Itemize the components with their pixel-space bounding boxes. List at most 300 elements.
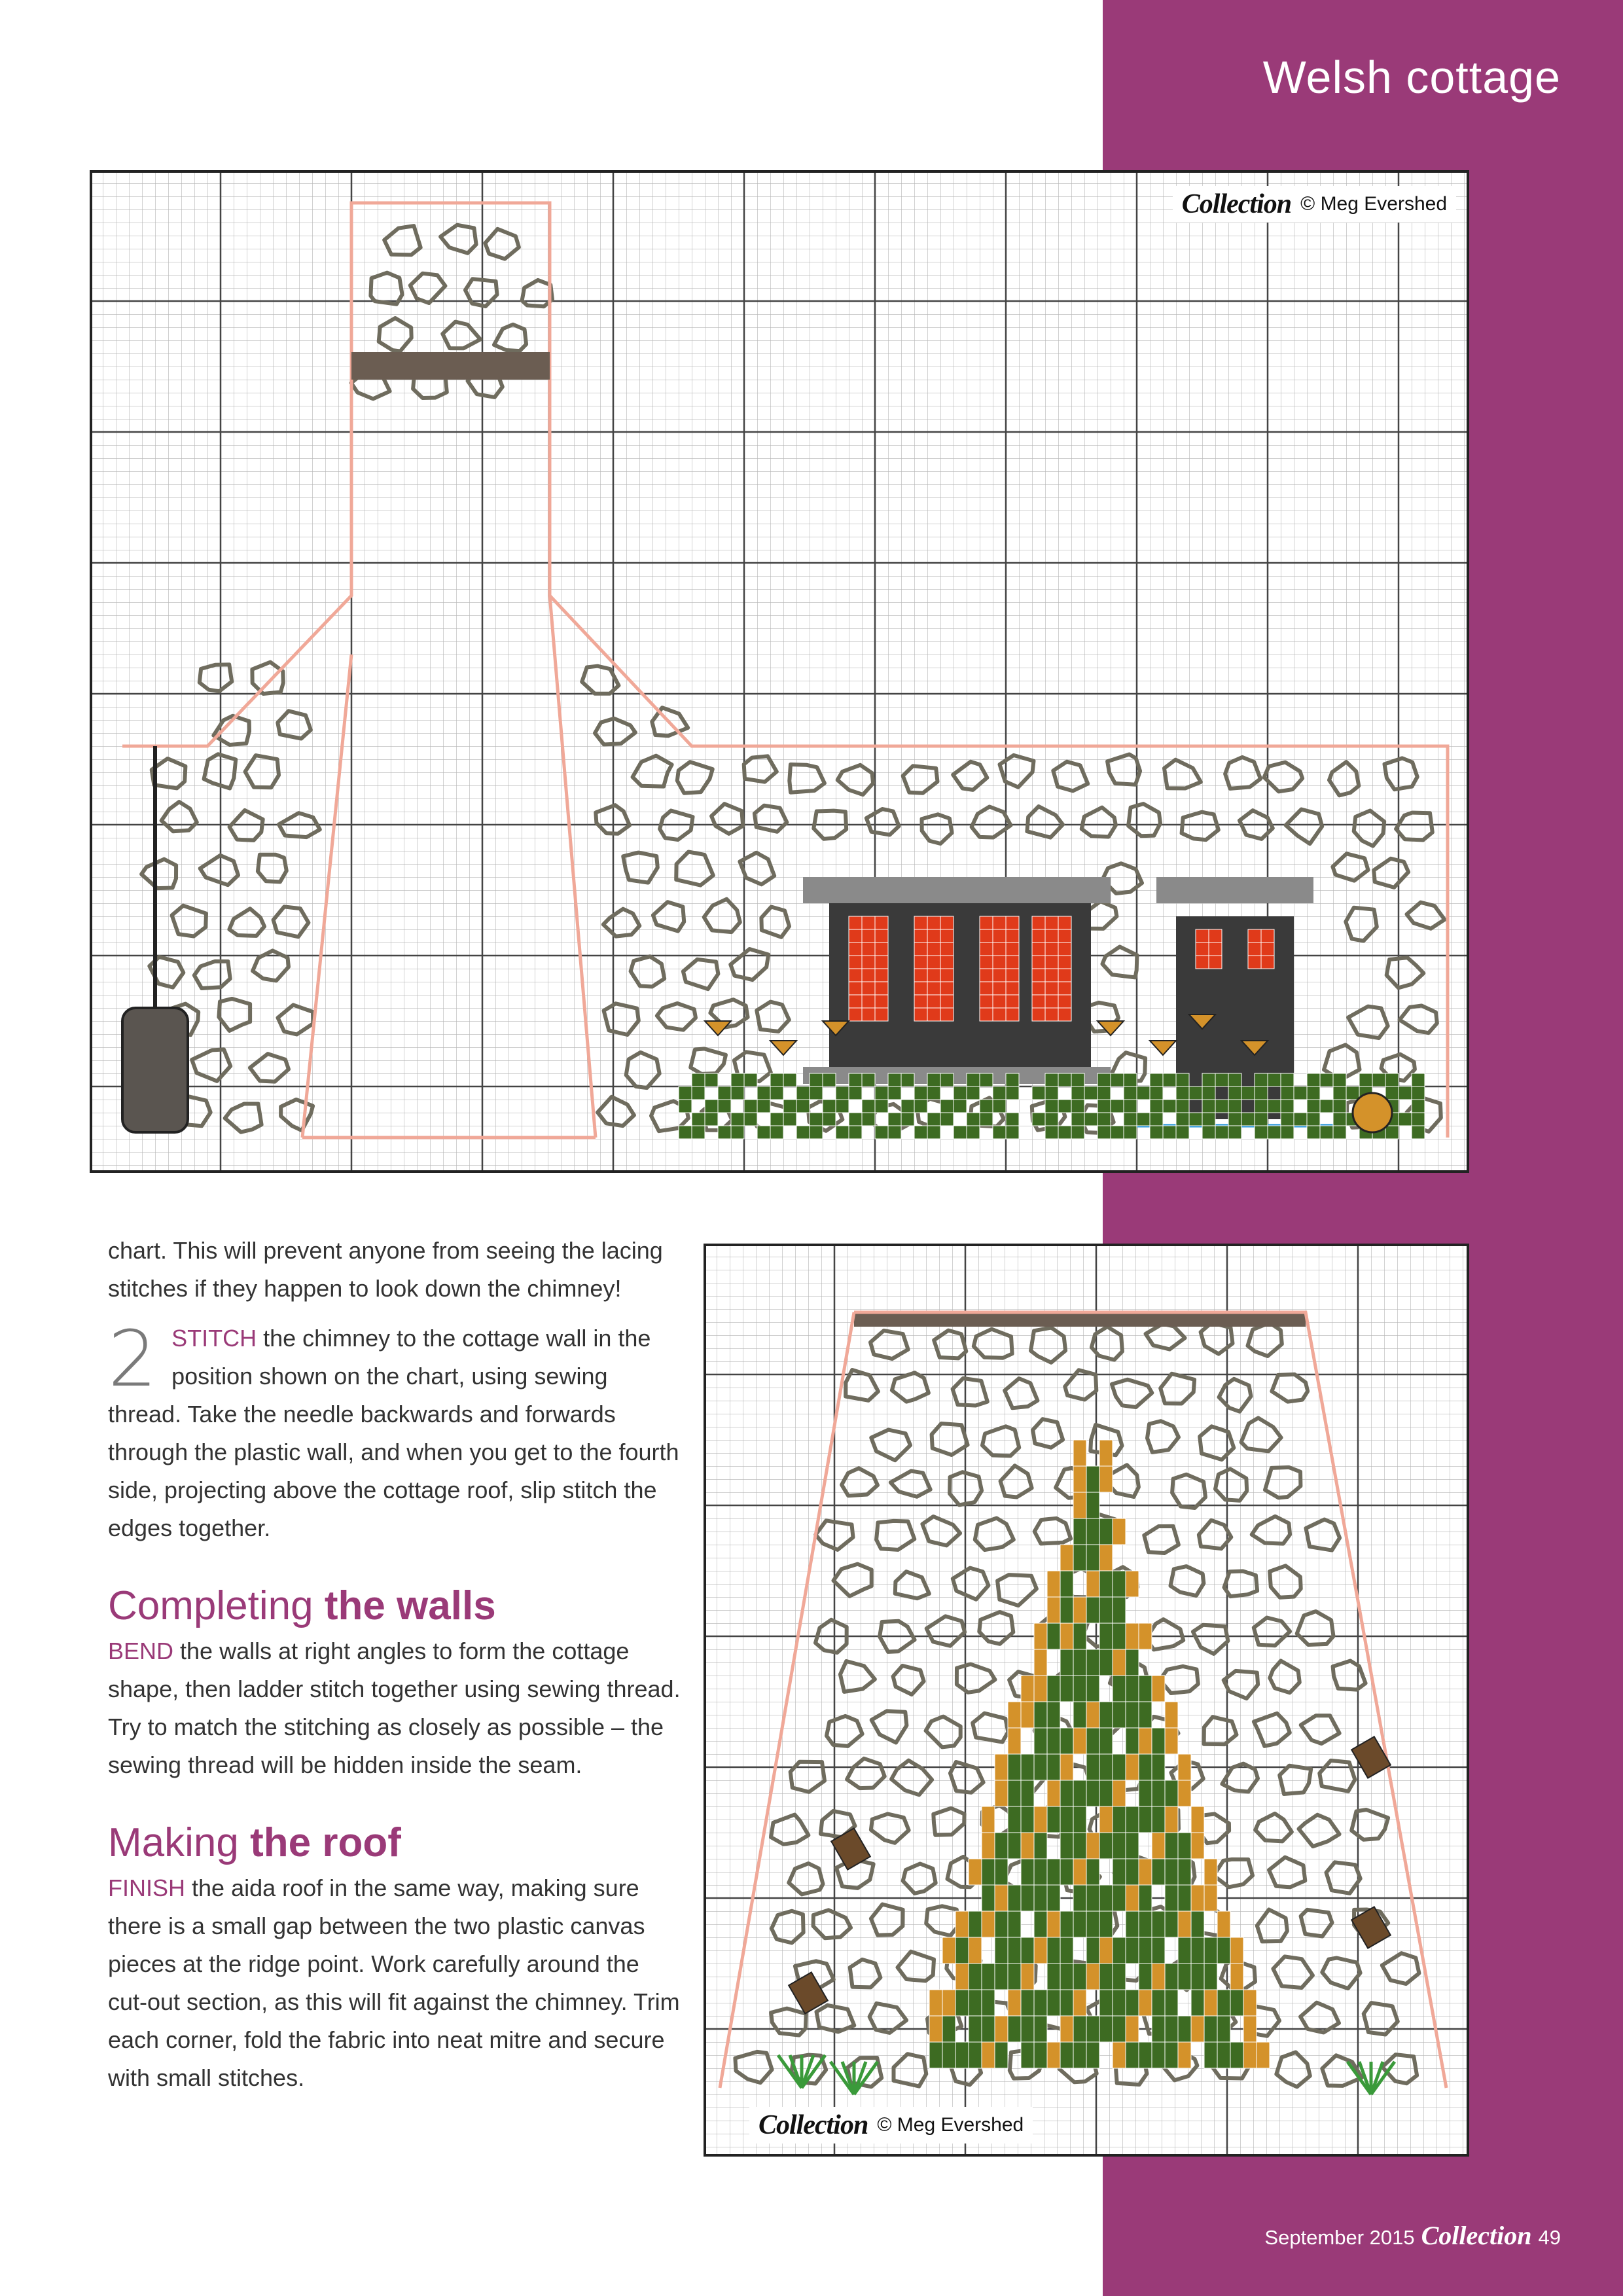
window-pane <box>927 956 940 969</box>
plant-stitch <box>1165 1702 1178 1728</box>
plant-stitch <box>1191 1964 1204 1990</box>
plant-stitch <box>1008 1911 1021 1937</box>
plant-stitch <box>1139 1780 1152 1806</box>
window-pane <box>849 942 862 956</box>
window-pane <box>875 942 888 956</box>
plant-stitch <box>1034 1990 1047 2016</box>
flower-stitch <box>1111 1100 1124 1113</box>
plant-stitch <box>1126 1833 1139 1859</box>
plant-stitch <box>1073 1964 1086 1990</box>
plant-stitch <box>1008 2016 1021 2042</box>
window-pane <box>914 916 927 929</box>
plant-stitch <box>1257 2042 1270 2068</box>
window-pane <box>980 956 993 969</box>
plant-stitch <box>1126 1623 1139 1649</box>
flower-stitch <box>1255 1113 1268 1126</box>
flower-stitch <box>1241 1113 1255 1126</box>
plant-stitch <box>1126 1937 1139 1964</box>
plant-stitch <box>1073 1833 1086 1859</box>
plant-stitch <box>1021 2042 1034 2068</box>
plant-stitch <box>1099 2016 1113 2042</box>
window-pane <box>1032 1008 1045 1021</box>
window-pane <box>1006 969 1019 982</box>
flower-stitch <box>967 1086 980 1100</box>
flower-stitch <box>1333 1086 1346 1100</box>
flower-stitch <box>927 1126 940 1139</box>
plant-stitch <box>1113 1623 1126 1649</box>
flower-stitch <box>1385 1086 1399 1100</box>
window-pane <box>849 995 862 1008</box>
plant-stitch <box>1021 2016 1034 2042</box>
plant-stitch <box>1152 1937 1165 1964</box>
window-pane <box>1058 942 1071 956</box>
flower-stitch <box>1058 1100 1071 1113</box>
window-pane <box>993 969 1006 982</box>
plant-stitch <box>1047 1911 1060 1937</box>
plant-stitch <box>1099 1911 1113 1937</box>
plant-stitch <box>1113 1649 1126 1676</box>
window-pane <box>875 916 888 929</box>
plant-stitch <box>1217 1911 1230 1937</box>
plant-stitch <box>1086 1676 1099 1702</box>
roof-cross-stitch-chart <box>704 1244 1469 2157</box>
plant-stitch <box>1086 1859 1099 1885</box>
flower-stitch <box>731 1113 744 1126</box>
plant-stitch <box>1126 1754 1139 1780</box>
flower-stitch <box>731 1073 744 1086</box>
window-pane <box>1058 916 1071 929</box>
plant-stitch <box>1191 1885 1204 1911</box>
plant-stitch <box>1047 1754 1060 1780</box>
plant-stitch <box>1034 1911 1047 1937</box>
plant-stitch <box>1060 1937 1073 1964</box>
plant-stitch <box>1139 1964 1152 1990</box>
plant-stitch <box>1034 1833 1047 1859</box>
window-pane <box>1006 982 1019 995</box>
plant-stitch <box>1139 1990 1152 2016</box>
flower-stitch <box>1045 1126 1058 1139</box>
plant-stitch <box>1034 1702 1047 1728</box>
flower-stitch <box>1202 1100 1215 1113</box>
flower-stitch <box>1058 1126 1071 1139</box>
flower-stitch <box>967 1113 980 1126</box>
plant-stitch <box>1008 1964 1021 1990</box>
plant-stitch <box>1099 1545 1113 1571</box>
flower-stitch <box>1294 1113 1307 1126</box>
flower-stitch <box>1215 1100 1228 1113</box>
window-pane <box>1045 956 1058 969</box>
plant-stitch <box>1204 1964 1217 1990</box>
plant-stitch <box>1126 1571 1139 1597</box>
flower-stitch <box>1032 1113 1045 1126</box>
flower-stitch <box>1281 1086 1294 1100</box>
plant-stitch <box>1126 1676 1139 1702</box>
plant-stitch <box>1060 1649 1073 1676</box>
plant-stitch <box>1178 1833 1191 1859</box>
plant-stitch <box>1073 1911 1086 1937</box>
plant-stitch <box>1165 1859 1178 1885</box>
plant-stitch <box>1152 1859 1165 1885</box>
plant-stitch <box>1113 1885 1126 1911</box>
plant-stitch <box>1113 1518 1126 1545</box>
flower-stitch <box>1412 1126 1425 1139</box>
plant-stitch <box>1191 1806 1204 1833</box>
plant-stitch <box>1139 1702 1152 1728</box>
plant-stitch <box>1060 1728 1073 1754</box>
plant-stitch <box>1073 2016 1086 2042</box>
plant-stitch <box>1073 1702 1086 1728</box>
plant-stitch <box>1034 1676 1047 1702</box>
flower-stitch <box>1097 1100 1111 1113</box>
article-text <box>108 1232 684 2109</box>
plant-stitch <box>1047 1623 1060 1649</box>
roof-paragraph <box>108 1869 684 2097</box>
flower-stitch <box>1084 1086 1097 1100</box>
door-window <box>1209 956 1222 969</box>
plant-stitch <box>1034 2016 1047 2042</box>
window-pane <box>875 956 888 969</box>
plant-stitch <box>1021 1754 1034 1780</box>
plant-stitch <box>1008 1990 1021 2016</box>
plant-stitch <box>1073 1780 1086 1806</box>
flower-stitch <box>1228 1126 1241 1139</box>
window-pane <box>849 969 862 982</box>
plant-stitch <box>1152 1780 1165 1806</box>
flower-stitch <box>1385 1073 1399 1086</box>
flower-stitch <box>836 1126 849 1139</box>
plant-stitch <box>1099 1964 1113 1990</box>
plant-stitch <box>1099 1597 1113 1623</box>
window-pane <box>1045 942 1058 956</box>
plant-stitch <box>1165 1780 1178 1806</box>
flower-stitch <box>940 1073 954 1086</box>
flower-stitch <box>1189 1113 1202 1126</box>
heading-bold: the roof <box>250 1820 401 1865</box>
plant-stitch <box>969 1859 982 1885</box>
flower-stitch <box>1268 1100 1281 1113</box>
window-pane <box>862 929 875 942</box>
window-pane <box>849 916 862 929</box>
flower-stitch <box>770 1126 783 1139</box>
flower-stitch <box>888 1126 901 1139</box>
flower-stitch <box>1281 1100 1294 1113</box>
flower-stitch <box>1150 1126 1163 1139</box>
plant-stitch <box>995 1911 1008 1937</box>
plant-stitch <box>1126 1990 1139 2016</box>
flower-stitch <box>1268 1126 1281 1139</box>
plant-stitch <box>1021 1702 1034 1728</box>
plant-stitch <box>1086 1728 1099 1754</box>
door-window <box>1261 929 1274 942</box>
window-pane <box>980 942 993 956</box>
flower-stitch <box>1359 1073 1372 1086</box>
plant-stitch <box>1073 1466 1086 1492</box>
flower-stitch <box>1202 1126 1215 1139</box>
window-pane <box>927 929 940 942</box>
flower-stitch <box>810 1113 823 1126</box>
flower-stitch <box>692 1086 705 1100</box>
plant-stitch <box>929 1990 942 2016</box>
flower-stitch <box>783 1113 796 1126</box>
plant-stitch <box>1060 1571 1073 1597</box>
flower-stitch <box>796 1126 810 1139</box>
flower-stitch <box>1111 1073 1124 1086</box>
window-pane <box>875 1008 888 1021</box>
plant-stitch <box>1099 1780 1113 1806</box>
window-pane <box>1032 969 1045 982</box>
flower-stitch <box>1228 1113 1241 1126</box>
window-pane <box>927 916 940 929</box>
plant-stitch <box>982 1859 995 1885</box>
plant-stitch <box>1086 1937 1099 1964</box>
heading-light: Making <box>108 1820 251 1865</box>
flower-stitch <box>1281 1126 1294 1139</box>
plant-stitch <box>1060 1754 1073 1780</box>
plant-stitch <box>1086 1911 1099 1937</box>
door-window <box>1261 956 1274 969</box>
flower-stitch <box>993 1100 1006 1113</box>
flower-stitch <box>927 1086 940 1100</box>
flower-stitch <box>1124 1113 1137 1126</box>
flower-stitch <box>692 1126 705 1139</box>
plant-stitch <box>1008 1702 1021 1728</box>
flower-stitch <box>757 1100 770 1113</box>
plant-stitch <box>1099 1937 1113 1964</box>
flower-stitch <box>954 1126 967 1139</box>
flower-stitch <box>1320 1126 1333 1139</box>
flower-stitch <box>1307 1086 1320 1100</box>
flower-stitch <box>692 1073 705 1086</box>
plant-stitch <box>1126 2016 1139 2042</box>
plant-stitch <box>1230 1937 1243 1964</box>
plant-stitch <box>1113 2042 1126 2068</box>
plant-stitch <box>1126 1728 1139 1754</box>
plant-stitch <box>1113 2016 1126 2042</box>
plant-stitch <box>1191 1833 1204 1859</box>
window-pane <box>980 995 993 1008</box>
flower-stitch <box>1307 1100 1320 1113</box>
flower-stitch <box>1412 1073 1425 1086</box>
door-window <box>1261 942 1274 956</box>
plant-stitch <box>1126 1859 1139 1885</box>
plant-stitch <box>1113 1833 1126 1859</box>
flower-stitch <box>940 1113 954 1126</box>
flower-stitch <box>1071 1113 1084 1126</box>
plant-stitch <box>969 2042 982 2068</box>
flower-stitch <box>836 1100 849 1113</box>
plant-stitch <box>1086 1571 1099 1597</box>
door-window <box>1196 942 1209 956</box>
window-pane <box>1032 956 1045 969</box>
plant-stitch <box>982 1806 995 1833</box>
window-pane <box>862 995 875 1008</box>
flower-stitch <box>1163 1073 1176 1086</box>
flower-stitch <box>1202 1113 1215 1126</box>
flower-stitch <box>1006 1126 1019 1139</box>
flower-stitch <box>1006 1086 1019 1100</box>
plant-stitch <box>1086 1964 1099 1990</box>
plant-stitch <box>1021 1676 1034 1702</box>
flower-stitch <box>901 1073 914 1086</box>
window-pane <box>914 995 927 1008</box>
plant-stitch <box>1034 1623 1047 1649</box>
plant-stitch <box>1165 1964 1178 1990</box>
flower-stitch <box>757 1086 770 1100</box>
plant-stitch <box>1060 1859 1073 1885</box>
plant-stitch <box>1139 1911 1152 1937</box>
plant-stitch <box>1113 1964 1126 1990</box>
flower-stitch <box>862 1113 875 1126</box>
walls-text: the walls at right angles to form the cottage shape, then ladder stitch together using sewing thread. Try to match the stitching as closely as possible – the sewing thread will be hidden inside the seam. <box>108 1638 681 1778</box>
window-pane <box>980 982 993 995</box>
flower-stitch <box>679 1126 692 1139</box>
flower-stitch <box>1137 1086 1150 1100</box>
plant-stitch <box>1073 1728 1086 1754</box>
window-lintel <box>803 877 1111 903</box>
window-pane <box>914 942 927 956</box>
window-pane <box>1006 942 1019 956</box>
flower-stitch <box>1111 1126 1124 1139</box>
flower-stitch <box>954 1086 967 1100</box>
plant-stitch <box>1191 1990 1204 2016</box>
roof-ridge-band <box>854 1312 1306 1327</box>
plant-stitch <box>1230 1990 1243 2016</box>
plant-stitch <box>1139 1728 1152 1754</box>
window-pane <box>927 982 940 995</box>
flower-stitch <box>1215 1126 1228 1139</box>
flower-stitch <box>1241 1086 1255 1100</box>
wall-chart-credit <box>1173 186 1456 223</box>
plant-stitch <box>1139 1937 1152 1964</box>
article-paragraph: chart. This will prevent anyone from seeing the lacing stitches if they happen to look down the chimney! <box>108 1237 663 1302</box>
flower-stitch <box>783 1073 796 1086</box>
plant-stitch <box>1243 1990 1257 2016</box>
flower-stitch <box>862 1100 875 1113</box>
plant-stitch <box>1113 1806 1126 1833</box>
flower-stitch <box>1045 1113 1058 1126</box>
flower-stitch <box>1202 1073 1215 1086</box>
flower-stitch <box>810 1126 823 1139</box>
flower-stitch <box>1150 1073 1163 1086</box>
flower-stitch <box>1071 1100 1084 1113</box>
plant-stitch <box>1047 1806 1060 1833</box>
plant-stitch <box>1152 1676 1165 1702</box>
plant-stitch <box>1086 1702 1099 1728</box>
flower-stitch <box>927 1113 940 1126</box>
plant-stitch <box>1099 1728 1113 1754</box>
flower-stitch <box>1163 1100 1176 1113</box>
flower-stitch <box>705 1113 718 1126</box>
window-pane <box>914 1008 927 1021</box>
window-pane <box>927 969 940 982</box>
plant-stitch <box>1008 1885 1021 1911</box>
plant-stitch <box>1152 1911 1165 1937</box>
plant-stitch <box>1191 1911 1204 1937</box>
flower-stitch <box>980 1113 993 1126</box>
plant-stitch <box>1243 2042 1257 2068</box>
copyright-text: © Meg Evershed <box>1300 193 1447 215</box>
flower-stitch <box>888 1073 901 1086</box>
plant-stitch <box>1113 1676 1126 1702</box>
plant-stitch <box>1099 1466 1113 1492</box>
plant-stitch <box>995 1937 1008 1964</box>
plant-stitch <box>1060 2042 1073 2068</box>
window-pane <box>980 916 993 929</box>
window-pane <box>849 929 862 942</box>
flower-stitch <box>823 1113 836 1126</box>
flower-stitch <box>1045 1073 1058 1086</box>
flower-stitch <box>1176 1100 1189 1113</box>
plant-stitch <box>1204 1937 1217 1964</box>
window-pane <box>1032 982 1045 995</box>
plant-stitch <box>1073 1649 1086 1676</box>
window-pane <box>993 956 1006 969</box>
window-pane <box>875 929 888 942</box>
plant-stitch <box>1099 1440 1113 1466</box>
flower-stitch <box>1255 1073 1268 1086</box>
door-window <box>1209 929 1222 942</box>
plant-stitch <box>1230 2042 1243 2068</box>
plant-stitch <box>1034 1728 1047 1754</box>
plant-stitch <box>1152 1754 1165 1780</box>
plant-stitch <box>1073 1518 1086 1545</box>
window-pane <box>927 1008 940 1021</box>
plant-stitch <box>995 2016 1008 2042</box>
flower-stitch <box>744 1073 757 1086</box>
plant-stitch <box>1073 1440 1086 1466</box>
plant-stitch <box>1152 2042 1165 2068</box>
plant-stitch <box>1217 1990 1230 2016</box>
magazine-logo: Collection <box>1181 189 1292 219</box>
window-pane <box>1045 1008 1058 1021</box>
window-pane <box>1032 995 1045 1008</box>
flower-stitch <box>914 1086 927 1100</box>
plant-stitch <box>955 1911 969 1937</box>
plant-stitch <box>1086 1545 1099 1571</box>
plant-stitch <box>1113 1597 1126 1623</box>
plant-stitch <box>1060 1780 1073 1806</box>
flower-stitch <box>1215 1073 1228 1086</box>
plant-stitch <box>995 1885 1008 1911</box>
plant-stitch <box>1073 1676 1086 1702</box>
heading-light: Completing <box>108 1583 325 1628</box>
plant-stitch <box>1099 1518 1113 1545</box>
plant-stitch <box>1047 1937 1060 1964</box>
window-pane <box>849 1008 862 1021</box>
plant-stitch <box>1086 1518 1099 1545</box>
plant-stitch <box>1126 1649 1139 1676</box>
window-pane <box>1006 916 1019 929</box>
plant-stitch <box>1086 1466 1099 1492</box>
plant-stitch <box>1165 1728 1178 1754</box>
window-pane <box>875 995 888 1008</box>
flower-stitch <box>1071 1086 1084 1100</box>
plant-stitch <box>1021 1937 1034 1964</box>
flower-stitch <box>967 1073 980 1086</box>
section-heading-roof <box>108 1818 684 1868</box>
plant-stitch <box>942 1937 955 1964</box>
plant-stitch <box>1165 1833 1178 1859</box>
window-pane <box>1045 916 1058 929</box>
window-pane <box>875 982 888 995</box>
plant-stitch <box>1152 1806 1165 1833</box>
plant-stitch <box>1060 1597 1073 1623</box>
flower-stitch <box>940 1100 954 1113</box>
plant-stitch <box>1086 1833 1099 1859</box>
plant-stitch <box>955 1964 969 1990</box>
plant-stitch <box>1099 1885 1113 1911</box>
window-pane <box>1045 929 1058 942</box>
